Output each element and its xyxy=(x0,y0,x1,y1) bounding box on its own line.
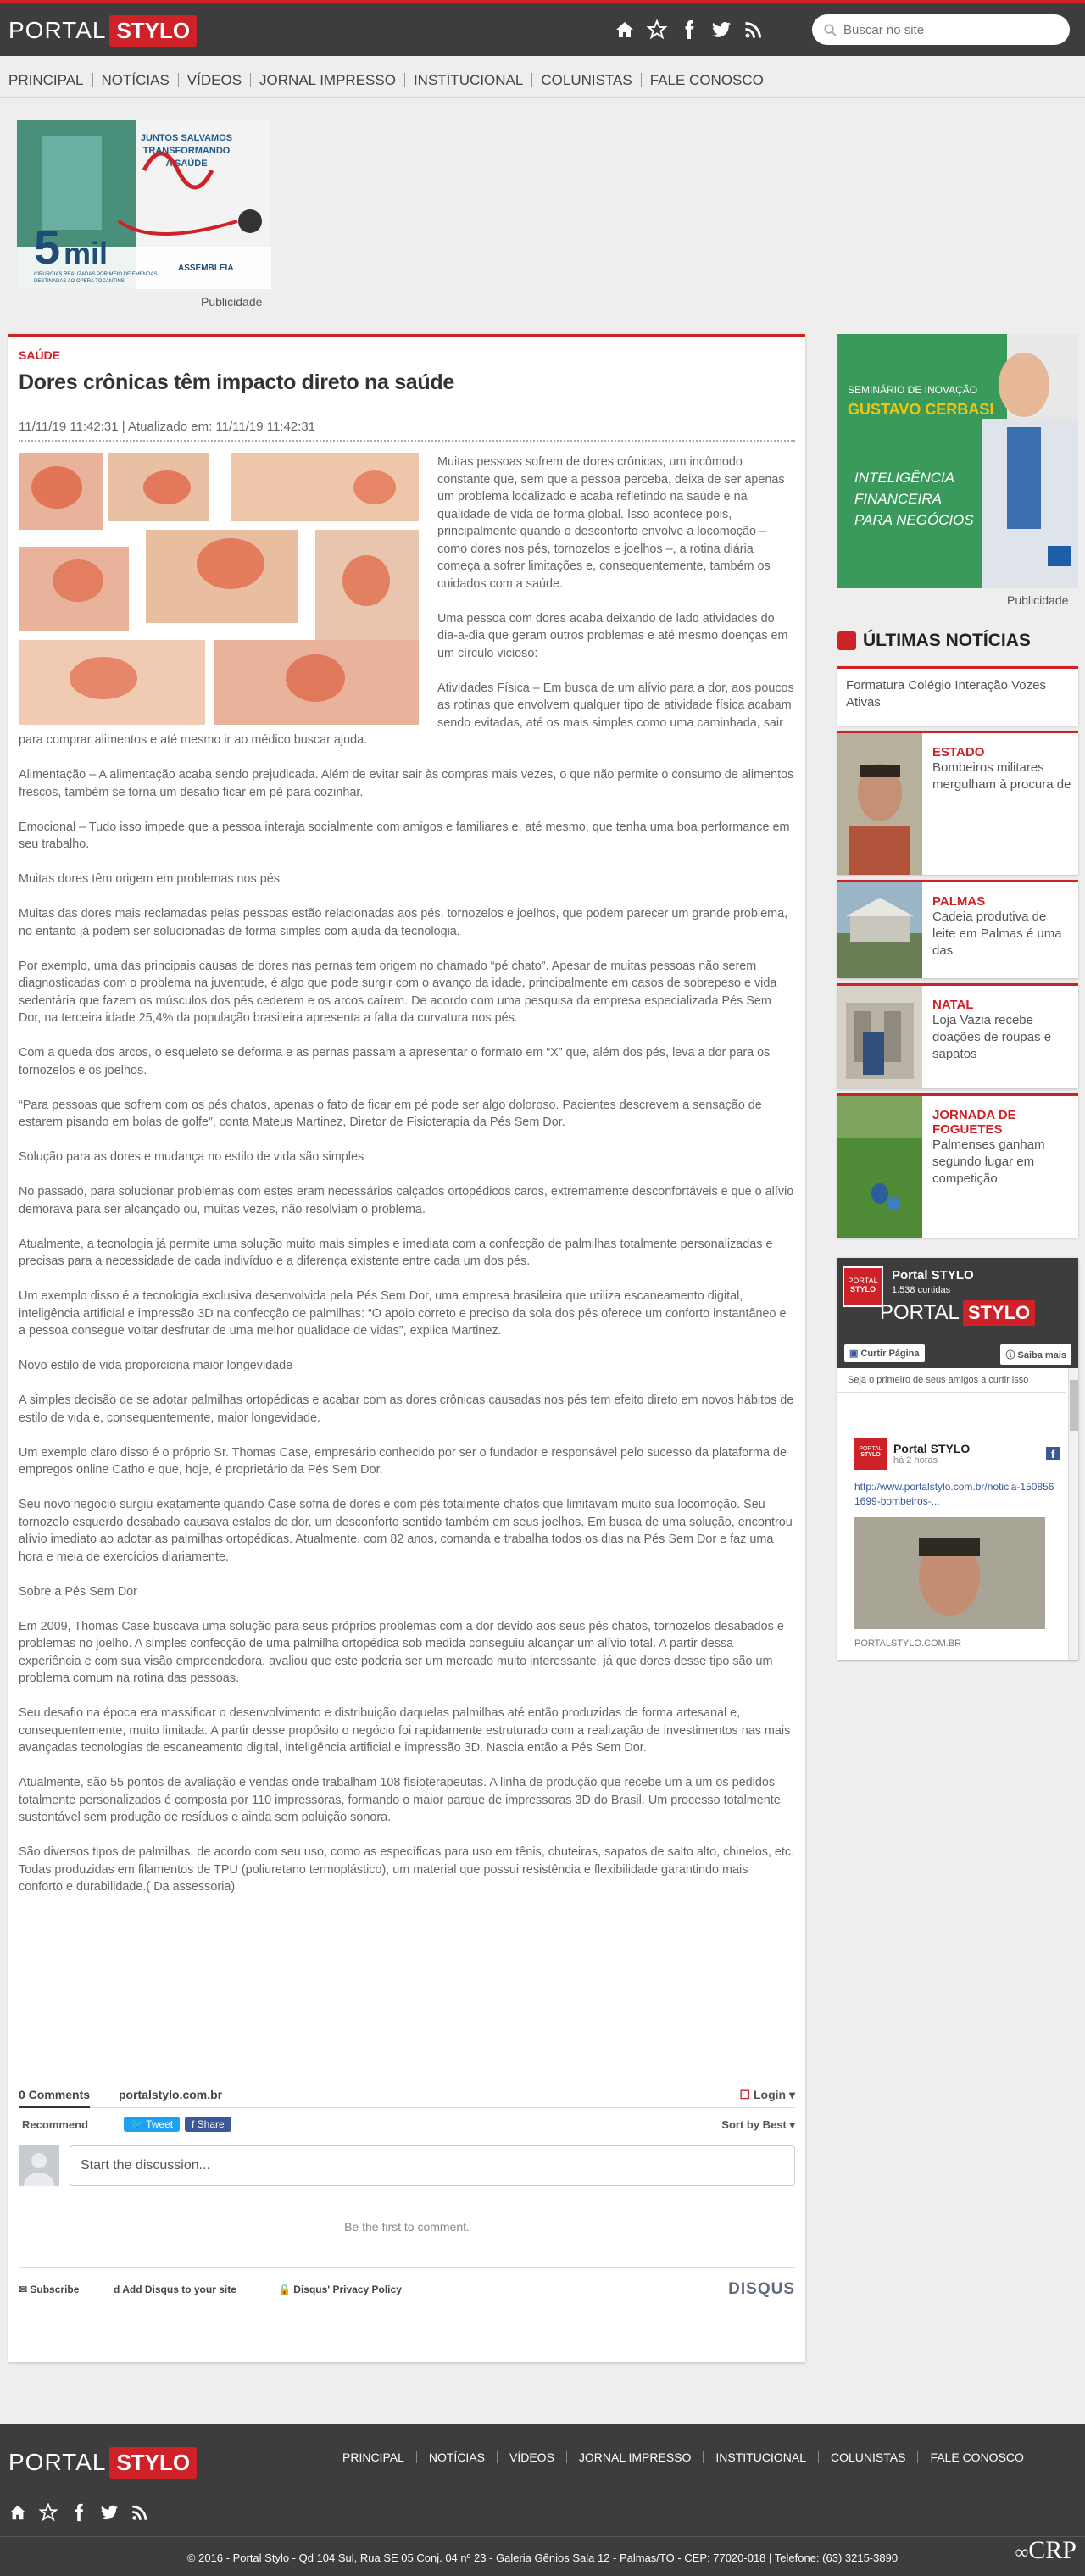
news-city: JORNADA DE FOGUETES xyxy=(932,1108,1016,1137)
nav-noticias[interactable]: NOTÍCIAS xyxy=(93,73,179,87)
privacy-link[interactable]: 🔒 Disqus' Privacy Policy xyxy=(278,2284,402,2295)
fb-cover xyxy=(837,1258,1078,1368)
social-icons xyxy=(615,19,764,40)
footer-nav-colunistas[interactable]: COLUNISTAS xyxy=(819,2451,918,2463)
news-item-text: Bombeiros militares mergulham à procura de xyxy=(932,760,1071,792)
fb-post-image xyxy=(854,1517,1045,1629)
footer-nav-jornal-impresso[interactable]: JORNAL IMPRESSO xyxy=(567,2451,704,2463)
sidebar-ad-caption: Publicidade xyxy=(1007,593,1069,607)
article-paragraph: Em 2009, Thomas Case buscava uma solução para seus próprios problemas com a dor devido aos seus pés chatos, tornozelos desabados e problemas no joelho. A simples confecção de uma palmilha ortopédica sob medida conseguiu alcançar um alívio total. A partir dessa experiência e com sua visão empreendedora, avaliou que este poderia ser um mercado muito interessante, já que dores desse tipo são um problema comum na rotina das pessoas. xyxy=(19,1619,784,1685)
news-thumbnail xyxy=(837,733,922,875)
facebook-widget xyxy=(837,1258,1078,1660)
svg-text:ASSEMBLEIA: ASSEMBLEIA xyxy=(178,264,234,273)
article-paragraph: “Para pessoas que sofrem com os pés chatos, apenas o fato de ficar em pé pode ser algo doloroso. Pacientes descrevem a sensação de estarem pisando em bolas de golfe”, conta Mateus Martinez, Diretor de Fisioterapia da Pés Sem Dor. xyxy=(19,1098,762,1129)
empty-comments-text: Be the first to comment. xyxy=(344,2220,470,2234)
footer-nav-institucional[interactable]: INSTITUCIONAL xyxy=(704,2451,819,2463)
site-logo[interactable] xyxy=(8,13,197,48)
fb-post-link[interactable]: http://www.portalstylo.com.br/noticia-1508561699-bombeiros-... xyxy=(854,1481,1054,1507)
disqus-login[interactable]: ☐ Login ▾ xyxy=(739,2088,795,2101)
top-advertisement[interactable] xyxy=(17,120,271,289)
svg-text:5: 5 xyxy=(34,220,61,274)
top-bar xyxy=(0,3,1085,56)
recommend-button[interactable]: Recommend xyxy=(22,2118,89,2131)
footer-nav-principal[interactable]: PRINCIPAL xyxy=(331,2451,417,2463)
article-subheading: Sobre a Pés Sem Dor xyxy=(19,1584,137,1599)
svg-text:A SAÚDE: A SAÚDE xyxy=(165,159,208,169)
crp-icon: ∞ xyxy=(1015,2541,1029,2562)
svg-text:INTELIGÊNCIA: INTELIGÊNCIA xyxy=(854,470,955,486)
footer-copyright: © 2016 - Portal Stylo - Qd 104 Sul, Rua SE 05 Conj. 04 nº 23 - Galeria Gênios Sala 12 - Palmas/TO - CEP: 77020-018 | Telefone: (63) 3215-3890 xyxy=(186,2551,899,2564)
svg-text:CIRURGIAS REALIZADAS POR MEIO: CIRURGIAS REALIZADAS POR MEIO DE EMENDAS xyxy=(34,272,158,277)
news-item-text: Cadeia produtiva de leite em Palmas é uma das xyxy=(932,910,1062,958)
star-icon[interactable] xyxy=(39,2503,58,2522)
comment-input[interactable]: Start the discussion... xyxy=(70,2145,795,2186)
article-paragraph: A simples decisão de se adotar palmilhas ortopédicas e acabar com as dores crônicas causadas nos pés tem efeito direto em novos hábitos de estilo de vida e, consequentemente, maior longevidade. xyxy=(19,1394,794,1425)
svg-text:mil: mil xyxy=(64,236,108,270)
fb-friends-text: Seja o primeiro de seus amigos a curtir isso xyxy=(837,1368,1066,1393)
footer xyxy=(0,2424,1085,2576)
ad-caption: Publicidade xyxy=(201,295,263,309)
article-paragraph: Atualmente, são 55 pontos de avaliação e vendas onde trabalham 108 fisioterapeutas. A linha de produção que recebe um a um os pedidos totalmente personalizados é composta por 110 impressoras, formando o maior parque de impressoras 3D do Brasil. Um processo totalmente sustentável sem produção de resíduos e ainda sem poluição sonora. xyxy=(19,1776,781,1824)
news-city: PALMAS xyxy=(932,894,986,909)
news-item-text: Formatura Colégio Interação Vozes Ativas xyxy=(846,678,1046,709)
disqus-comments xyxy=(19,2083,795,2301)
search-box[interactable] xyxy=(812,14,1070,45)
article-paragraph: Uma pessoa com dores acaba deixando de lado atividades do dia-a-dia que geram outros problemas e até mesmo doenças em um círculo vicioso: xyxy=(437,611,788,660)
nav-jornal-impresso[interactable]: JORNAL IMPRESSO xyxy=(251,73,405,87)
article-paragraph: Atualmente, a tecnologia já permite uma solução muito mais simples e imediata com a confecção de palmilhas totalmente personalizadas e precisas para a necessidade de cada indivíduo e a diferença existente entre cada um dos pés. xyxy=(19,1237,773,1268)
svg-text:FINANCEIRA: FINANCEIRA xyxy=(854,491,942,507)
fb-scrollbar-thumb[interactable] xyxy=(1070,1380,1078,1431)
facebook-icon[interactable]: f xyxy=(1046,1447,1060,1460)
heading-marker xyxy=(837,631,856,650)
news-thumbnail xyxy=(837,882,922,978)
article-body xyxy=(19,453,795,1913)
twitter-icon[interactable] xyxy=(711,19,732,40)
footer-nav-videos[interactable]: VÍDEOS xyxy=(498,2451,567,2463)
fb-post-domain: PORTALSTYLO.COM.BR xyxy=(854,1639,962,1649)
avatar xyxy=(19,2145,59,2186)
login-icon: ☐ xyxy=(739,2088,754,2101)
fb-likes: 1.538 curtidas xyxy=(892,1285,951,1295)
search-icon xyxy=(824,24,837,36)
rss-icon[interactable] xyxy=(743,19,764,40)
fb-post-avatar: PORTAL STYLO xyxy=(854,1438,887,1470)
article-paragraph: Atividades Física – Em busca de um alívio para a dor, aos poucos as rotinas que envolvem qualquer tipo de atividade física acabam sendo evitadas, até os mais simples como uma caminhada, sair para comprar alimentos e até mesmo ir ao médico buscar ajuda. xyxy=(19,681,794,747)
footer-nav xyxy=(331,2451,1036,2463)
article-paragraph: Por exemplo, uma das principais causas de dores nas pernas tem origem no chamado “pé chato”. Apesar de muitas pessoas não serem diagnosticadas com o problema na juventude, é algo que pode surgir com o avanço da idade, principalmente em casos de sobrepeso e vida sedentária que fazem os músculos dos pés cederem e os arcos caírem. De acordo com uma pesquisa da empresa especializada Pés Sem Dor, na terceira idade 25,4% da população brasileira apresenta a falta da curvatura nos pés. xyxy=(19,959,777,1025)
news-item-text: Loja Vazia recebe doações de roupas e sapatos xyxy=(932,1013,1052,1061)
news-thumbnail xyxy=(837,986,922,1088)
home-icon[interactable] xyxy=(8,2503,27,2522)
article-paragraph: Com a queda dos arcos, o esqueleto se deforma e as pernas passam a apresentar o formato em “X” que, além dos pés, leva a dor para os tornozelos e os joelhos. xyxy=(19,1046,771,1077)
news-city: NATAL xyxy=(932,998,974,1012)
fb-post-time: há 2 horas xyxy=(893,1455,938,1466)
fb-page-name[interactable]: Portal STYLO xyxy=(892,1268,974,1282)
twitter-icon[interactable] xyxy=(100,2503,119,2522)
svg-text:GUSTAVO CERBASI: GUSTAVO CERBASI xyxy=(848,401,994,418)
article-paragraph: Um exemplo disso é a tecnologia exclusiva desenvolvida pela Pés Sem Dor, uma empresa brasileira que utiliza escaneamento digital, inteligência artificial e impressão 3D na confecção de palmilhas: “O apoio correto e preciso da sola dos pés oferece um conforto instantâneo e a pessoa consegue voltar desfrutar de uma melhor qualidade de vidas”, explica Martinez. xyxy=(19,1289,787,1338)
nav-principal[interactable]: PRINCIPAL xyxy=(0,73,93,87)
svg-text:DESTINADAS AO OPERA TOCANTINS.: DESTINADAS AO OPERA TOCANTINS. xyxy=(34,279,126,284)
crp-logo[interactable]: ∞CRP xyxy=(1015,2536,1077,2564)
article-paragraph: No passado, para solucionar problemas com estes eram necessários calçados ortopédicos caros, extremamente desconfortáveis e que o alívio demorava para ser alcançado ou, muitas vezes, não resolviam o problema. xyxy=(19,1185,794,1216)
disqus-logo[interactable]: DISQUS xyxy=(728,2280,795,2298)
fb-page-avatar: PORTAL STYLO xyxy=(843,1266,883,1307)
article-paragraph: São diversos tipos de palmilhas, de acordo com seu uso, como as específicas para uso em tênis, chuteiras, sapatos de salto alto, chinelos, etc. Todas produzidas em filamentos de TPU (poliuretano termoplástico), um material que possui resistência e flexibilidade garantindo mais conforto e durabilidade.( Da assessoria) xyxy=(19,1845,795,1894)
tweet-button[interactable]: 🐦 Tweet xyxy=(124,2117,180,2132)
news-city: ESTADO xyxy=(932,745,985,759)
star-icon[interactable] xyxy=(647,19,667,40)
rss-icon[interactable] xyxy=(131,2503,149,2522)
latest-news-heading: ÚLTIMAS NOTÍCIAS xyxy=(837,631,1078,651)
fb-like-page-button[interactable]: ▣ Curtir Página xyxy=(844,1344,925,1362)
news-item[interactable] xyxy=(837,983,1078,1088)
fb-cover-logo: PORTAL STYLO xyxy=(880,1300,1035,1326)
article-card xyxy=(8,334,805,2362)
article-subheading: Novo estilo de vida proporciona maior longevidade xyxy=(19,1359,293,1372)
article-title: Dores crônicas têm impacto direto na saúde xyxy=(19,370,454,394)
footer-logo[interactable]: PORTAL STYLO xyxy=(8,2445,197,2480)
article-paragraph: Alimentação – A alimentação acaba sendo prejudicada. Além de evitar sair às compras mais vezes, o que não permite o consumo de alimentos frescos, também se torna um desafio ficar em pé para cozinhar. xyxy=(19,768,794,799)
search-input[interactable] xyxy=(843,23,1047,37)
logo-right-text: STYLO xyxy=(109,15,197,47)
nav-divider xyxy=(0,97,1085,98)
main-nav xyxy=(0,66,1085,93)
logo-left-text: PORTAL xyxy=(8,17,107,43)
ad-seminar-image xyxy=(837,334,1078,588)
news-item-first[interactable] xyxy=(837,666,1078,726)
nav-colunistas[interactable]: COLUNISTAS xyxy=(532,73,641,87)
article-paragraph: Muitas pessoas sofrem de dores crônicas, um incômodo constante que, sem que a pessoa perceba, deixa de ser apenas um problema localizado e acaba refletindo na saúde e na qualidade de vida de forma global. Isso acontece pois, principalmente quando o desconforto envolve a locomoção – como dores nos pés, tornozelos e joelhos –, a rotina diária começa a sofrer limitações e, consequentemente, também os cuidados com a saúde. xyxy=(437,455,785,591)
fb-post xyxy=(854,1438,1060,1649)
fb-scrollbar[interactable] xyxy=(1068,1368,1078,1660)
disqus-site-tab[interactable]: portalstylo.com.br xyxy=(119,2088,223,2101)
article-subheading: Muitas dores têm origem em problemas nos pés xyxy=(19,872,280,886)
fb-learn-more-button[interactable]: ⓘ Saiba mais xyxy=(1000,1344,1071,1365)
share-button[interactable]: f Share xyxy=(185,2117,231,2132)
ad-seminar-label: SEMINÁRIO DE INOVAÇÃO xyxy=(848,384,978,396)
nav-institucional[interactable]: INSTITUCIONAL xyxy=(405,73,532,87)
sidebar-advertisement[interactable] xyxy=(837,334,1078,588)
svg-text:TRANSFORMANDO: TRANSFORMANDO xyxy=(142,146,231,156)
article-paragraph: Muitas das dores mais reclamadas pelas pessoas estão relacionadas aos pés, tornozelos e joelhos, que podem parecer um grande problema, no entanto já podem ser solucionadas de forma simples com ajuda da tecnologia. xyxy=(19,907,788,938)
footer-nav-noticias[interactable]: NOTÍCIAS xyxy=(417,2451,498,2463)
fb-post-author[interactable]: Portal STYLO xyxy=(893,1442,971,1455)
footer-divider xyxy=(0,2536,1085,2537)
facebook-icon[interactable] xyxy=(70,2503,88,2522)
footer-social-icons xyxy=(8,2503,149,2522)
svg-text:PARA NEGÓCIOS: PARA NEGÓCIOS xyxy=(854,512,974,528)
article-category[interactable]: SAÚDE xyxy=(19,348,61,362)
article-paragraph: Seu novo negócio surgiu exatamente quando Case sofria de dores e com pés totalmente chatos que limitavam muito sua locomoção. Seu tornozelo esquerdo desabado causava estalos de dor, um desconforto sentido também em seus joelhos. Em busca de uma solução, encontrou alívio imediato ao adotar as palmilhas ortopédicas. Atualmente, com 82 anos, comanda e trabalha todos os dias na Pés Sem Dor e faz uma hora e meia de exercícios diariamente. xyxy=(19,1498,793,1564)
home-icon[interactable] xyxy=(615,19,635,40)
nav-videos[interactable]: VÍDEOS xyxy=(179,73,251,87)
latest-news xyxy=(837,631,1078,651)
subscribe-link[interactable]: ✉ Subscribe xyxy=(19,2284,80,2295)
facebook-icon[interactable] xyxy=(679,19,699,40)
article-paragraph: Emocional – Tudo isso impede que a pessoa interaja socialmente com amigos e familiares e, até mesmo, que tenha uma boa performance em seu trabalho. xyxy=(19,820,790,851)
footer-nav-fale-conosco[interactable]: FALE CONOSCO xyxy=(930,2451,1024,2464)
add-disqus-link[interactable]: d Add Disqus to your site xyxy=(114,2284,236,2295)
news-item[interactable] xyxy=(837,1093,1078,1238)
sort-dropdown[interactable]: Sort by Best ▾ xyxy=(721,2118,795,2131)
comments-count-tab[interactable]: 0 Comments xyxy=(19,2088,90,2108)
news-item[interactable] xyxy=(837,731,1078,875)
article-paragraph: Um exemplo claro disso é o próprio Sr. Thomas Case, empresário conhecido por ser o fundador e responsável pelo sucesso da plataforma de empregos online Catho e que, hoje, é proprietário da Pés Sem Dor. xyxy=(19,1445,787,1477)
news-thumbnail xyxy=(837,1096,922,1238)
svg-text:JUNTOS SALVAMOS: JUNTOS SALVAMOS xyxy=(140,133,233,143)
nav-fale-conosco[interactable]: FALE CONOSCO xyxy=(649,71,764,88)
ad-banner-image xyxy=(17,120,271,289)
date-divider xyxy=(19,440,795,442)
news-item[interactable] xyxy=(837,880,1078,978)
article-image xyxy=(19,453,419,725)
article-subheading: Solução para as dores e mudança no estilo de vida são simples xyxy=(19,1150,364,1164)
news-item-text: Palmenses ganham segundo lugar em competição xyxy=(932,1138,1045,1186)
article-paragraph: Seu desafio na época era massificar o desenvolvimento e distribuição daquelas palmilhas até então produzidas de forma artesanal e, consequentemente, muito limitada. A partir desse propósito o negócio foi rapidamente estruturado com a realização de investimentos nas mais avançadas tecnologias de escaneamento digital, inteligência artificial e impressão 3D. Nascia então a Pés Sem Dor. xyxy=(19,1706,791,1755)
article-date: 11/11/19 11:42:31 | Atualizado em: 11/11/19 11:42:31 xyxy=(19,420,316,434)
